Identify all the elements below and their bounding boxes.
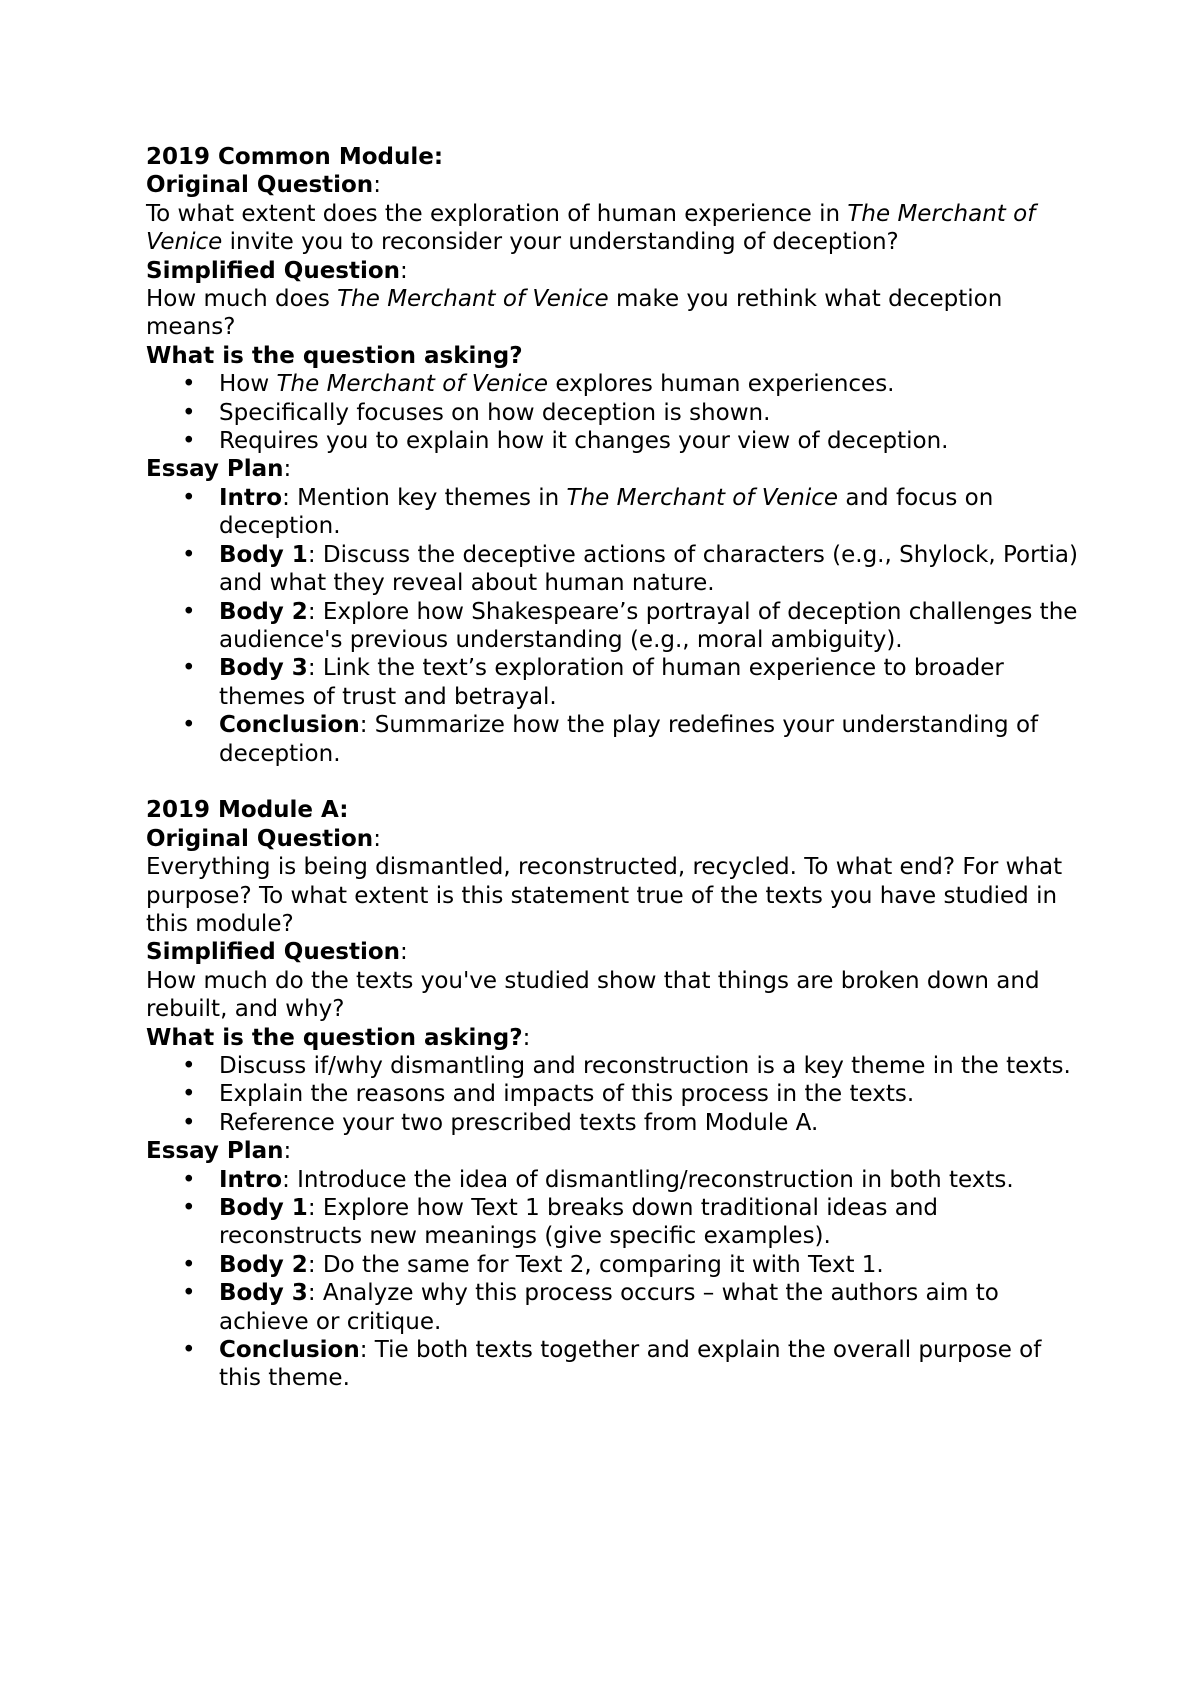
original-question-text [146,853,1086,938]
text-run: : Explore how Text 1 breaks down traditional ideas and reconstructs new meanings (give specific examples). [219,1195,939,1250]
bold-run: Intro [219,484,283,511]
simplified-question-text [146,967,1086,1024]
original-question-text [146,200,1086,257]
text-run: : Explore how Shakespeare’s portrayal of deception challenges the audience's previous understanding (e.g., moral ambiguity). [219,598,1078,653]
text-run: : Do the same for Text 2, comparing it with Text 1. [307,1251,884,1278]
bold-run: Conclusion [219,1337,360,1364]
bold-run: Body 2 [219,1251,308,1278]
bold-run: Conclusion [219,712,360,739]
list-item [146,1194,1086,1251]
essay-plan-list [146,1166,1086,1393]
text-run: : Tie both texts together and explain the overall purpose of this theme. [219,1337,1042,1392]
text-run: explores human experiences. [548,371,895,398]
simplified-question-label: Simplified Question [146,257,401,284]
text-run: Reference your two prescribed texts from Module A. [219,1109,819,1136]
text-run: How much do the texts you've studied show that things are broken down and rebuilt, and why? [146,967,1040,1023]
original-question-label: Original Question [146,172,374,199]
text-run: : Mention key themes in [282,484,567,511]
text-run: : Discuss the deceptive actions of characters (e.g., Shylock, Portia) and what they reveal about human nature. [219,541,1078,597]
text-run: : Link the text’s exploration of human experience to broader themes of trust and betrayal. [219,655,1004,710]
list-item [146,427,1086,455]
text-run: Requires you to explain how it changes your view of deception. [219,428,949,455]
text-run: Discuss if/why dismantling and reconstruction is a key theme in the texts. [219,1052,1071,1079]
text-run: : Introduce the idea of dismantling/reconstruction in both texts. [282,1166,1014,1193]
list-item [146,654,1086,711]
simplified-question-label: Simplified Question [146,939,401,966]
list-item [146,399,1086,427]
question-asking-label: What is the question asking? [146,342,523,369]
bold-run: Body 3 [219,1280,308,1307]
text-run: Explain the reasons and impacts of this process in the texts. [219,1081,915,1108]
essay-plan-label-line: Essay Plan: [146,1138,292,1165]
essay-plan-label: Essay Plan [146,456,284,483]
question-asking-label-line [146,342,1086,370]
text-run: make you rethink what deception means? [146,286,1003,341]
original-question-label: Original Question [146,825,374,852]
text-run: : Summarize how the play redefines your understanding of deception. [219,712,1039,767]
text-run: How [219,371,277,398]
list-item [146,598,1086,655]
section-common-module [146,143,1086,768]
italic-run: The Merchant of Venice [566,484,839,511]
italic-run: The Merchant of Venice [146,200,1036,256]
text-run: Everything is being dismantled, reconstructed, recycled. To what end? For what purpose? To what extent is this statement true of the texts you have studied in this module? [146,854,1063,937]
list-item [146,1052,1086,1080]
list-item [146,1109,1086,1137]
list-item [146,370,1086,398]
text-run: : Analyze why this process occurs – what the authors aim to achieve or critique. [219,1280,999,1335]
essay-plan-list [146,484,1086,768]
list-item [146,1251,1086,1279]
essay-plan-label-line: Essay Plan: [146,456,292,483]
essay-plan-label: Essay Plan [146,1138,284,1165]
text-run: How much does [146,286,338,313]
original-question-label-line: Original Question: [146,825,381,852]
simplified-question-text [146,285,1086,342]
original-question-label-line: Original Question: [146,172,381,199]
bold-run: Body 1 [219,1195,308,1222]
question-asking-label: What is the question asking? [146,1024,523,1051]
list-item [146,1080,1086,1108]
list-item [146,541,1086,598]
bold-run: Intro [219,1166,283,1193]
list-item [146,484,1086,541]
list-item [146,1336,1086,1393]
list-item [146,1166,1086,1194]
section-heading: 2019 Common Module: [146,144,444,170]
document-page [146,143,1086,1393]
question-asking-list [146,1052,1086,1137]
italic-run: The Merchant of Venice [276,371,549,398]
section-module-a [146,796,1086,1393]
text-run: and focus on deception. [219,484,994,540]
question-asking-list [146,370,1086,455]
simplified-question-label-line: Simplified Question: [146,939,408,966]
italic-run: The Merchant of Venice [337,286,609,313]
text-run: To what extent does the exploration of human experience in [146,200,848,227]
section-spacer [146,768,1086,796]
list-item [146,711,1086,768]
bold-run: Body 1 [219,541,308,568]
list-item [146,1279,1086,1336]
section-heading: 2019 Module A: [146,797,349,824]
text-run: Specifically focuses on how deception is shown. [219,399,771,426]
bold-run: Body 3 [219,655,308,682]
bold-run: Body 2 [219,598,308,625]
question-asking-label-line: What is the question asking?: [146,1024,531,1051]
simplified-question-label-line: Simplified Question: [146,257,408,284]
text-run: invite you to reconsider your understanding of deception? [222,229,899,256]
